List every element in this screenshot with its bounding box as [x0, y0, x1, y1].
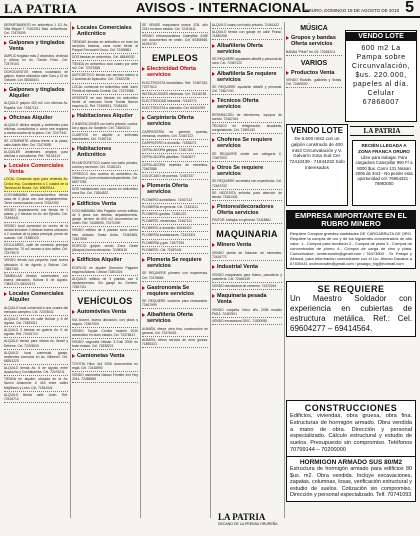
triangle-bullet-icon [142, 184, 145, 188]
classified-ad: ALQUILO cuarto con baño privado. 72461422 [212, 22, 282, 29]
ad-box-title: HORMIGON ARMADO SUS 80/M2 [299, 459, 403, 466]
classifieds-column-5-top [286, 24, 342, 89]
classified-ad: REPARACIÓN de televisores, equipos de sonido. 72467444 [212, 112, 282, 123]
classified-ad: DEPARTAMENTO en anticrético 1 1/2 Av. Villa Miguel T 71811911 Mas. anticréticos. Cel. 72475009 [4, 22, 68, 37]
ad-box-vendo-lote-pampa [345, 30, 417, 122]
classified-ad: ALQUILO tienda en calle Bolívar y 6 de Agosto. Cel. 71853311 [4, 316, 68, 327]
classified-ad: ALQUILO oficina amplia y ambientes para oficinas, consultorios o como sea requiera a media cuadra de la plaza. Cel. 72477441 [4, 123, 68, 138]
classified-ad: VENDO Rodolfo, gallineta y fichas. Cel. 72469200 [286, 78, 342, 89]
triangle-bullet-icon [212, 294, 215, 298]
category-heading [72, 113, 138, 119]
classified-ad: PINTOR, trabajos en general. 72418861 [212, 218, 282, 225]
category-title: Plomería Oferta servicios [147, 183, 188, 196]
category-heading [212, 242, 282, 248]
classified-ad: INSTALACIONES eléctricas. Cel. 70418765 [142, 91, 208, 98]
triangle-bullet-icon [4, 41, 7, 45]
category-title: Pintores/decoradores Oferta servicios [217, 203, 274, 216]
classified-ad: PLOMERO a domicilio. 60435422 [142, 226, 208, 233]
category-heading [212, 98, 282, 110]
classified-ad: TIENDA en anticrético sólo cuatro por siete m2. Cel. 72473388 [72, 62, 138, 73]
triangle-bullet-icon [286, 36, 289, 40]
category-heading [4, 115, 68, 121]
triangle-bullet-icon [72, 26, 75, 30]
category-heading [72, 257, 138, 263]
classified-ad: ELECTRICISTA a domicilio. Cel. 60421099 [142, 106, 208, 113]
category-title: Albañilería Se requiere servicios [217, 70, 277, 83]
classified-ad: VENDO retroexcavadora Caterpillar 416E con documentos en orden. Cel. 60355948, 61194740 [142, 33, 208, 48]
triangle-bullet-icon [212, 99, 215, 103]
category-heading [72, 353, 138, 359]
ad-box-se-requiere-soldador [286, 281, 416, 337]
category-title: Albañilería Oferta servicios [147, 312, 193, 325]
ad-box-title: VENDO LOTE [290, 126, 343, 135]
triangle-bullet-icon [212, 44, 215, 48]
classified-ad: ALBAÑIL ofrece servicio de obra gruesa. 71855323 [142, 338, 208, 349]
classified-ad: VENDO mezcladora de cemento. 72470244 [212, 283, 282, 290]
ad-box-body: Un Maestro Soldador con experiencia en cubiertas de estructura metálica. Ref.: Cel. 69604277 – 69414564. [290, 294, 412, 333]
category-heading [212, 137, 282, 149]
triangle-bullet-icon [72, 310, 75, 314]
classified-ad: ALQUILO edificio de 3 plantas con 6 departamentos. Sin garaje Av. Dehene. 72467111 [72, 276, 138, 291]
classified-ad: SE REQUIERE ayudantes albañil y personal de obra. Cel. 72467122 [212, 57, 282, 68]
ad-box-title: VENDO LOTE [346, 32, 416, 41]
classified-ad: EN ANTICRETICO cuarto con baño privado, cocina y servicios. Cel. 72481221 [72, 160, 138, 171]
category-heading [142, 66, 208, 78]
classified-ad: PLOMERO gasista. 72481222 [142, 211, 208, 218]
triangle-bullet-icon [72, 202, 75, 206]
classified-ad: VENDO departamento con tienda de 1 planta, y 2 tiendas en Av. del Ejército. Cel. 71849441 [4, 208, 68, 223]
section-heading: EMPLEOS [151, 53, 199, 64]
category-title: Choferes Se requiere servicios [217, 137, 273, 150]
ad-box-body: Requiere Comprar grandes cantidades DE CARGABRUTA DE ORO. Requiere la compra de oro y de los siguientes concentrados de alto valor: 1.- Compra para fundición 2.- Compra de plata 3.- Compra de concentrados de plomo 4.- Compra de carga de zinc y plata. Comunicarse: ovoteurowlin@gmail.com / 76473800 - Sr. Pasqui y Alianza, para información comunicarse con el Lic. Alonso Dávalos a 67430441 ovoteurowlin@gmail.com / jwoalgo_ing@hotmail.com [290, 231, 412, 266]
triangle-bullet-icon [4, 116, 7, 120]
classified-ad: VENDO Toyota Corolla modelo 2010 automático en buen estado. Cel. 72478421 [72, 328, 138, 339]
category-title: Automóviles Venta [77, 309, 127, 316]
ad-box-title: EMPRESA IMPORTANTE EN EL RUBRO MINERO [287, 211, 415, 229]
classified-ad: PLOMERÍA en general. Cel. 71831111 [142, 204, 208, 211]
classified-ad: AMPLIO tinglado más 2 depósitos, vivienda y oficina en Av. Tomás Frías. Cel. 72479103 [4, 54, 68, 69]
footer-logo-subtitle: DECANO DE LA PRENSA ORUREÑA [218, 522, 278, 526]
category-heading [142, 257, 208, 269]
triangle-bullet-icon [212, 243, 215, 247]
triangle-bullet-icon [286, 71, 289, 75]
ad-box-title: CONSTRUCCIONES [304, 403, 398, 413]
category-heading [72, 25, 138, 37]
classified-ad: SE COMPARTE oficina frente a la plaza, calle Adolfo Mier. Cel. 72479090 [4, 138, 68, 149]
classified-ad: ALQUILO tienda calle Junín. Ref. 72416710 [4, 392, 68, 403]
category-heading [142, 312, 208, 324]
newspaper-logo: LA PATRIA [4, 1, 77, 16]
classified-ad: ALQUILO local comercial, garaje, ambientes cómodos en Av. Villarroel. Cel. 68391223 [4, 350, 68, 365]
classified-ad: ANTICRETICO tienda con servicio básico a 2 cuadras de Ayacucho. Cel. 72462235 [72, 73, 138, 84]
category-title: Edificios Venta [77, 200, 117, 207]
triangle-bullet-icon [4, 88, 7, 92]
category-heading [4, 87, 68, 99]
classified-ad: VENDO maquinaria para fideos, panadería y pastelería. Cel. 72464339 [212, 272, 282, 283]
triangle-bullet-icon [142, 258, 145, 262]
column-divider [140, 22, 141, 518]
classified-ad: VENDO camioneta Nissan Frontier 4x4 Hoy 2014. 72458558 [72, 373, 138, 384]
triangle-bullet-icon [142, 313, 145, 317]
ad-box-title: RECIÉN LLEGADA A ZONA FRANCA ORURO [358, 143, 410, 154]
classified-ad: OCHOCIENTOS metros cuadrados de galpón, buena ubicación calle Caro y 12 de Octubre. Cel. 68363401 [4, 69, 68, 84]
category-heading [212, 165, 282, 177]
classified-ad: ALQUILER ambientes amplios para oficinas o consultorios. Ref. 76131314 [4, 149, 68, 160]
ad-box-construcciones [286, 400, 416, 457]
category-title: Maquinaria pesada Venta [217, 293, 267, 306]
classified-ad: ALQUILO local comercial a una cuadra del mercado campero. Cel. 72478041 [4, 305, 68, 316]
classified-ad: VENDO local comercial en centro de la ciudad inclusive 3 oficinas buena ubicación a 2 cuadras de la plaza principal, precio de ocasión. Cel. 71888123 [4, 223, 68, 242]
column-divider [284, 22, 285, 518]
category-heading [212, 293, 282, 305]
classified-ad: CEPILLADORA garlopa. 72467451 [142, 148, 208, 155]
classified-ad: PLOMERÍA y gas. 71877334 [142, 240, 208, 247]
triangle-bullet-icon [142, 286, 145, 290]
category-title: Plomería Se requiere servicios [147, 256, 202, 269]
category-heading [212, 204, 282, 216]
classified-ad: SE VENDE maquinaria marca JCB, año 2011 en buen estado. Cel. 72413411 [142, 22, 208, 33]
classified-ad: SE REQUIERE cocinera para restaurante. 72467999 [142, 299, 208, 310]
category-title: Habitaciones Anticrético [77, 146, 112, 159]
classified-ad: TOYOTA Hilux 4x4 2006 documentos en regla. Cel. 72418990 [72, 361, 138, 372]
triangle-bullet-icon [212, 265, 215, 269]
triangle-bullet-icon [4, 292, 7, 296]
classified-ad: ALBAÑIL ofrece obra fina, construcción en general. Cel. 72476433 [142, 326, 208, 337]
triangle-bullet-icon [212, 166, 215, 170]
ad-box-empresa-minera [286, 210, 416, 269]
category-heading [72, 201, 138, 207]
classified-ad: TÉCNICO en refrigeración, lavadoras, congeladoras. Cel. 71851242 [212, 124, 282, 135]
category-title: Habitaciones Alquiler [77, 113, 134, 120]
category-title: Locales Comerciales Alquiler [9, 291, 64, 304]
classified-ad: ALQUILO tienda con garaje en calle Potosí. 71840098 [212, 29, 282, 40]
category-heading [142, 285, 208, 297]
column-divider [210, 22, 211, 518]
classified-ad: ALQUILO tienda Av. 6 de Agosto entre Ayacucho y Cochabamba. Cel. 72476211 [4, 366, 68, 377]
section-heading: VEHÍCULOS [77, 296, 133, 307]
classified-ad: LOCAL comercial en anticrético calle Junín Frente al mercado Central. Cel. 72473988 [72, 84, 138, 95]
ad-box-body: De 6.500 mts2 con un galpón construido de 400 mts2 Circunvalación y V. Galvarro zona Sud Cel. 72410439 - 71844232 Solo interesados [289, 136, 345, 170]
classified-ad: KIA Accent, buena ubicación, con placa y seguro. 72467003 [72, 317, 138, 328]
classified-ad: SE REQUIERE secretaria con experiencia. Cel. 72467233 [212, 179, 282, 190]
ad-box-hormigon-armado [286, 456, 416, 502]
classified-ad: SE NECESITA señorita para atención de tienda. 72461432 [212, 190, 282, 201]
category-heading [4, 40, 68, 52]
classified-ad: TIENDA en alquiler, ubicada en la Av. Nuevo Amanecer # 418 entre calles Mejillones y León. Cel. 71841541 [4, 377, 68, 392]
classified-ad: VENDO edificio de 4 plantas zona centro bien ubicado Santa Anita. 72481805, 72467898 [72, 228, 138, 243]
classified-ad: SE REQUIERE chofer con categoría C. 72467003 [212, 151, 282, 162]
classified-ad: COLOCADO de puertas. 72467337 [142, 173, 208, 180]
triangle-bullet-icon [142, 116, 145, 120]
classified-ad: DOS habitaciones con cocina en anticrético zona Sur. Cel. 71864522 [72, 187, 138, 198]
category-heading [142, 183, 208, 195]
category-title: Técnicos Oferta servicios [217, 98, 259, 111]
category-title: Galpones y tinglados Venta [9, 39, 65, 52]
classified-ad: URGENTE se dan tiendas en anticrético frente al mercado Norte Tomás Barrón esquina 11. Ref. 72469874, 72454331 [72, 95, 138, 110]
classified-ad: ALQUILO galpón 400 m2 con oficinas Av. España. Cel. 72467114 [4, 101, 68, 112]
footer-logo [218, 512, 278, 526]
category-heading [212, 43, 282, 55]
classified-ad: DOS tiendas en anticrético. Cel. 68549032 [72, 54, 138, 61]
category-title: Locales Comerciales Venta [9, 162, 64, 175]
category-heading [212, 71, 282, 83]
ad-box-title: SE REQUIERE [317, 284, 385, 294]
column-divider [70, 22, 71, 518]
section-heading: MÚSICA [300, 25, 328, 32]
category-title: Grupos y bandas Oferta servicios [291, 35, 336, 47]
classified-ad: TIENDAS tiendas en anticrético en todo los servicios básicos, zona norte frente al Parque Ferrocarril Oruro. Cel. 72458561 [72, 39, 138, 54]
page-number: 5 [405, 0, 414, 16]
category-title: Productos Venta [291, 69, 335, 76]
classified-ad: TAMBILLAS tiendas comerciales con buena ubicación, Bolívar 6 de Agosto. 73823174, 68322474 [4, 273, 68, 288]
category-title: Gastronomía Se requiere servicios [147, 284, 195, 297]
classified-ad: LOCAL Comercial apto para vivienda Av. Cívica esq. Cochabamba a 1 cuadra de la Terminal de Buses. Cel. 60699014 [4, 177, 68, 192]
la-patria-mini-logo: LA PATRIA [350, 126, 414, 136]
classified-ad: ELECTRICISTA domiciliario. Ref. 72467333, 72377612 [142, 80, 208, 91]
triangle-bullet-icon [72, 147, 75, 151]
classifieds-column-3 [142, 22, 208, 518]
category-heading [286, 35, 342, 47]
classified-ad: VENDO tienda con pequeño local buena ubicación 6 de Agosto y Bolívar. Cel. 73847181 [4, 258, 68, 273]
ad-box-body: Libre para trabajar. Para cargadora Caterpillar 950 F/ a 8000 $us. Carro 131 Nissan 2006 de 3m3 - No perder esta oportunidad cel. 76964321 - 76983000 [355, 155, 413, 187]
ad-box-body: Edificios, viviendas, obra gruesa, obra fina. Estructuras de hormigón armado. Obra vendida a mano de obra. Dirección y personal especializado. Cálculo estructural y estudio de suelos. Presupuesto sin compromiso. Teléfonos 70799144 – 70200000 [290, 413, 412, 453]
triangle-bullet-icon [72, 114, 75, 118]
classified-ad: PLOMERO. Cel. 72467441 [142, 247, 208, 254]
ad-box-vendo-lote-galpon [286, 124, 348, 206]
category-heading [72, 146, 138, 158]
category-heading [4, 291, 68, 303]
classified-ad: SE REQUIERE plomero con experiencia. Cel. 72478884 [142, 271, 208, 282]
section-title: AVISOS - INTERNACIONAL [136, 0, 310, 15]
classifieds-column-2 [72, 22, 138, 518]
category-heading [142, 115, 208, 127]
category-title: Edificios Alquiler [77, 257, 122, 264]
category-heading [72, 309, 138, 315]
classified-ad: CEPILLADORA plantillas. 72463677 [142, 155, 208, 162]
category-title: Otros Se requiere servicios [217, 164, 264, 177]
category-heading [286, 70, 342, 76]
classifieds-column-1 [4, 22, 68, 518]
masthead [0, 0, 420, 18]
classified-ad: VENDO excavadora 320C. 71830055 [212, 318, 282, 325]
category-title: Camionetas Venta [77, 353, 125, 360]
classified-ad: VENDO planta de flotación de minerales. 72416771 [212, 250, 282, 261]
classified-ad: PLOMERO, electricista. 72467111 [142, 219, 208, 226]
classified-ad: CUARTOS en alquiler a señoritas estudiantes. Cel. 72467111 [72, 132, 138, 143]
ad-box-zona-franca [352, 140, 416, 206]
classified-ad: VENDO volqueta Volvo año 2008 modelo FM12. 72467901 [212, 307, 282, 318]
triangle-bullet-icon [142, 67, 145, 71]
classified-ad: CARPINTERO a domicilio. 71838271 [142, 141, 208, 148]
category-title: Industrial Venta [217, 264, 258, 271]
classified-ad: OFREZCO dos cuartos en anticrético Av. Villarroel y Junín entrada independiente. Cel. 68377281 [72, 171, 138, 186]
category-heading [4, 163, 68, 175]
classified-ad: CEPILLADORA muebles de melamina. 72467888 [142, 162, 208, 173]
section-heading: VARIOS [300, 59, 328, 67]
classified-ad: ALQUILO 3 tiendas en galería Av. 6 de Agosto. Ref. 72416710 [4, 328, 68, 339]
classified-ad: EDIFICIO en alquiler Dirección Pagador esquina Aldana. Celular 71851024 [72, 265, 138, 276]
classified-ad: VENDO vagoneta Nissan X-Trail 2005 en buen estado. Cel. 71838221 [72, 340, 138, 351]
classified-ad: SE REQUIERE ayudante albañil y personal. Cel. 72467100 [212, 85, 282, 96]
category-heading [212, 264, 282, 270]
classified-ad: CARPINTERÍA en general, puertas, ventanas, muebles. Cel. 72467122 [142, 129, 208, 140]
triangle-bullet-icon [72, 354, 75, 358]
footer-logo-name: LA PATRIA [218, 512, 266, 522]
issue-date: ORURO, DOMINGO 19 DE AGOSTO DE 2018 [305, 8, 399, 13]
category-title: Carpintería Oferta servicios [147, 115, 194, 128]
classified-ad: PLOMERO domiciliario. 72467112 [142, 197, 208, 204]
category-title: Minero Venta [217, 242, 252, 249]
ad-box-body: Estructura de hormigón armado para edificios 80 $us. m2. Obra vendida. Incluye excavaciones, zapatas, columnas, losas, verificación estructural y estudio de suelos. Cotización sin compromiso. Dirección y personal especializado. Telf. 70741093 [290, 466, 412, 499]
category-title: Albañilería Oferta servicios [217, 42, 263, 55]
classified-ad: 2 HABITACIONES con baño privado, cocina, luz y agua, Av. Sanjinéz, Cel. 73840214 [72, 121, 138, 132]
triangle-bullet-icon [212, 205, 215, 209]
triangle-bullet-icon [212, 72, 215, 76]
category-title: Galpones y tinglados Alquiler [9, 86, 65, 99]
classified-ad: ELECTRICIDAD industrial. 72418771 [142, 99, 208, 106]
classified-ad: COCHABAMBA Villa Pagador vendo edificio de 4 pisos con tiendas, departamentos, garaje, terreno de 800 m2 documentos en orden. Ref. 74425000, 72471000 [72, 209, 138, 228]
category-title: Oficinas Alquiler [9, 114, 53, 121]
section-heading: MAQUINARIA [216, 229, 278, 240]
classified-ad: CELULARES, calle de comercio principal Ayacucho. 70 m2 acceso a dos calles. Cel. 72479970 [4, 243, 68, 258]
classified-ad: BANDA "Pride" tm. 05. 72428214 [286, 49, 342, 56]
classified-ad: PLOMERÍA instalaciones. 72423301 [142, 233, 208, 240]
classified-ad: COCHABAMBA vendo/anticretico tienda casa de 3 pisos con dos departamentos. Tener comunicación con el 72342390 [4, 192, 68, 207]
triangle-bullet-icon [72, 258, 75, 262]
triangle-bullet-icon [4, 164, 7, 168]
classified-ad: ALQUILO tienda para oficina Av. Brasil y Dehene. Cel. 72478000 [4, 339, 68, 350]
category-title: Electricidad Oferta servicios [147, 66, 196, 79]
classified-ad: EDIFICIO galpón vendo Zona Oeste (Atrapos) buena ubicación. 72480416 [72, 243, 138, 254]
classifieds-column-4 [212, 22, 282, 518]
triangle-bullet-icon [212, 138, 215, 142]
category-title: Locales Comerciales Anticrético [77, 25, 132, 37]
ad-box-body: 600 m2 La Pampa sobre Circunvalación, $us. 220.000, papeles al día. Celular 67868007 [351, 43, 411, 106]
